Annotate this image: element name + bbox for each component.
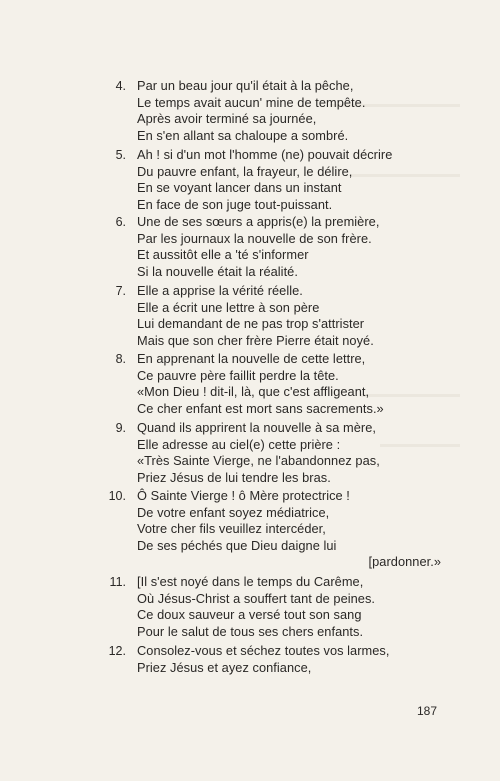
stanza-number: 9.: [115, 421, 126, 435]
verse-line: Lui demandant de ne pas trop s'attrister: [137, 316, 365, 331]
stanza-number: 10.: [108, 489, 126, 503]
verse-line: Si la nouvelle était la réalité.: [137, 263, 298, 279]
verse-line: En apprenant la nouvelle de cette lettre,: [137, 351, 366, 366]
verse-line: Par les journaux la nouvelle de son frère.: [137, 230, 372, 246]
verse-line: Elle a écrit une lettre à son père: [137, 299, 320, 315]
verse-line: En se voyant lancer dans un instant: [137, 180, 342, 195]
verse-line: Ô Sainte Vierge ! ô Mère protectrice !: [137, 488, 350, 503]
show-through-mark: [380, 444, 460, 447]
verse-line: Priez Jésus et ayez confiance,: [137, 659, 312, 675]
verse-line: Elle adresse au ciel(e) cette prière :: [137, 436, 341, 452]
verse-line: En face de son juge tout-puissant.: [137, 196, 333, 212]
verse-line: En s'en allant sa chaloupe a sombré.: [137, 127, 349, 143]
verse-line: Par un beau jour qu'il était à la pêche,: [137, 78, 354, 93]
verse-line: Elle a apprise la vérité réelle.: [137, 283, 303, 298]
stanza-number: 6.: [115, 215, 126, 229]
stanza-number: 7.: [115, 284, 126, 298]
verse-line: Du pauvre enfant, la frayeur, le délire,: [137, 163, 353, 179]
stanza-number: 11.: [109, 575, 126, 589]
verse-line: Priez Jésus de lui tendre les bras.: [137, 469, 331, 485]
verse-line: Pour le salut de tous ses chers enfants.: [137, 623, 364, 639]
stanza-number: 12.: [108, 644, 126, 658]
verse-line: Ce doux sauveur a versé tout son sang: [137, 607, 362, 622]
verse-line: Ce cher enfant est mort sans sacrements.»: [137, 400, 384, 416]
verse-line: Et aussitôt elle a 'té s'informer: [137, 247, 309, 262]
verse-line-continuation: [pardonner.»: [368, 554, 441, 569]
stanza-number: 4.: [115, 79, 126, 93]
verse-line: «Mon Dieu ! dit-il, là, que c'est affligeant,: [137, 384, 370, 399]
verse-line: De ses péchés que Dieu daigne lui: [137, 537, 337, 553]
verse-line: Quand ils apprirent la nouvelle à sa mère,: [137, 420, 376, 435]
verse-line: De votre enfant soyez médiatrice,: [137, 504, 330, 520]
verse-line: Après avoir terminé sa journée,: [137, 111, 317, 126]
verse-line: Ah ! si d'un mot l'homme (ne) pouvait décrire: [137, 147, 393, 162]
page-number: 187: [417, 704, 438, 718]
verse-line: Votre cher fils veuillez intercéder,: [137, 521, 326, 536]
verse-line: [Il s'est noyé dans le temps du Carême,: [137, 574, 364, 589]
verse-line: «Très Sainte Vierge, ne l'abandonnez pas,: [137, 453, 380, 468]
verse-line: Le temps avait aucun' mine de tempête.: [137, 94, 366, 110]
verse-line: Consolez-vous et séchez toutes vos larmes,: [137, 643, 390, 658]
verse-line: Où Jésus-Christ a souffert tant de peines.: [137, 590, 376, 606]
stanza-number: 5.: [115, 148, 126, 162]
verse-line: Mais que son cher frère Pierre était noyé.: [137, 332, 374, 348]
verse-line: Une de ses sœurs a appris(e) la première,: [137, 214, 380, 229]
verse-line: Ce pauvre père faillit perdre la tête.: [137, 367, 339, 383]
stanza-number: 8.: [115, 352, 126, 366]
